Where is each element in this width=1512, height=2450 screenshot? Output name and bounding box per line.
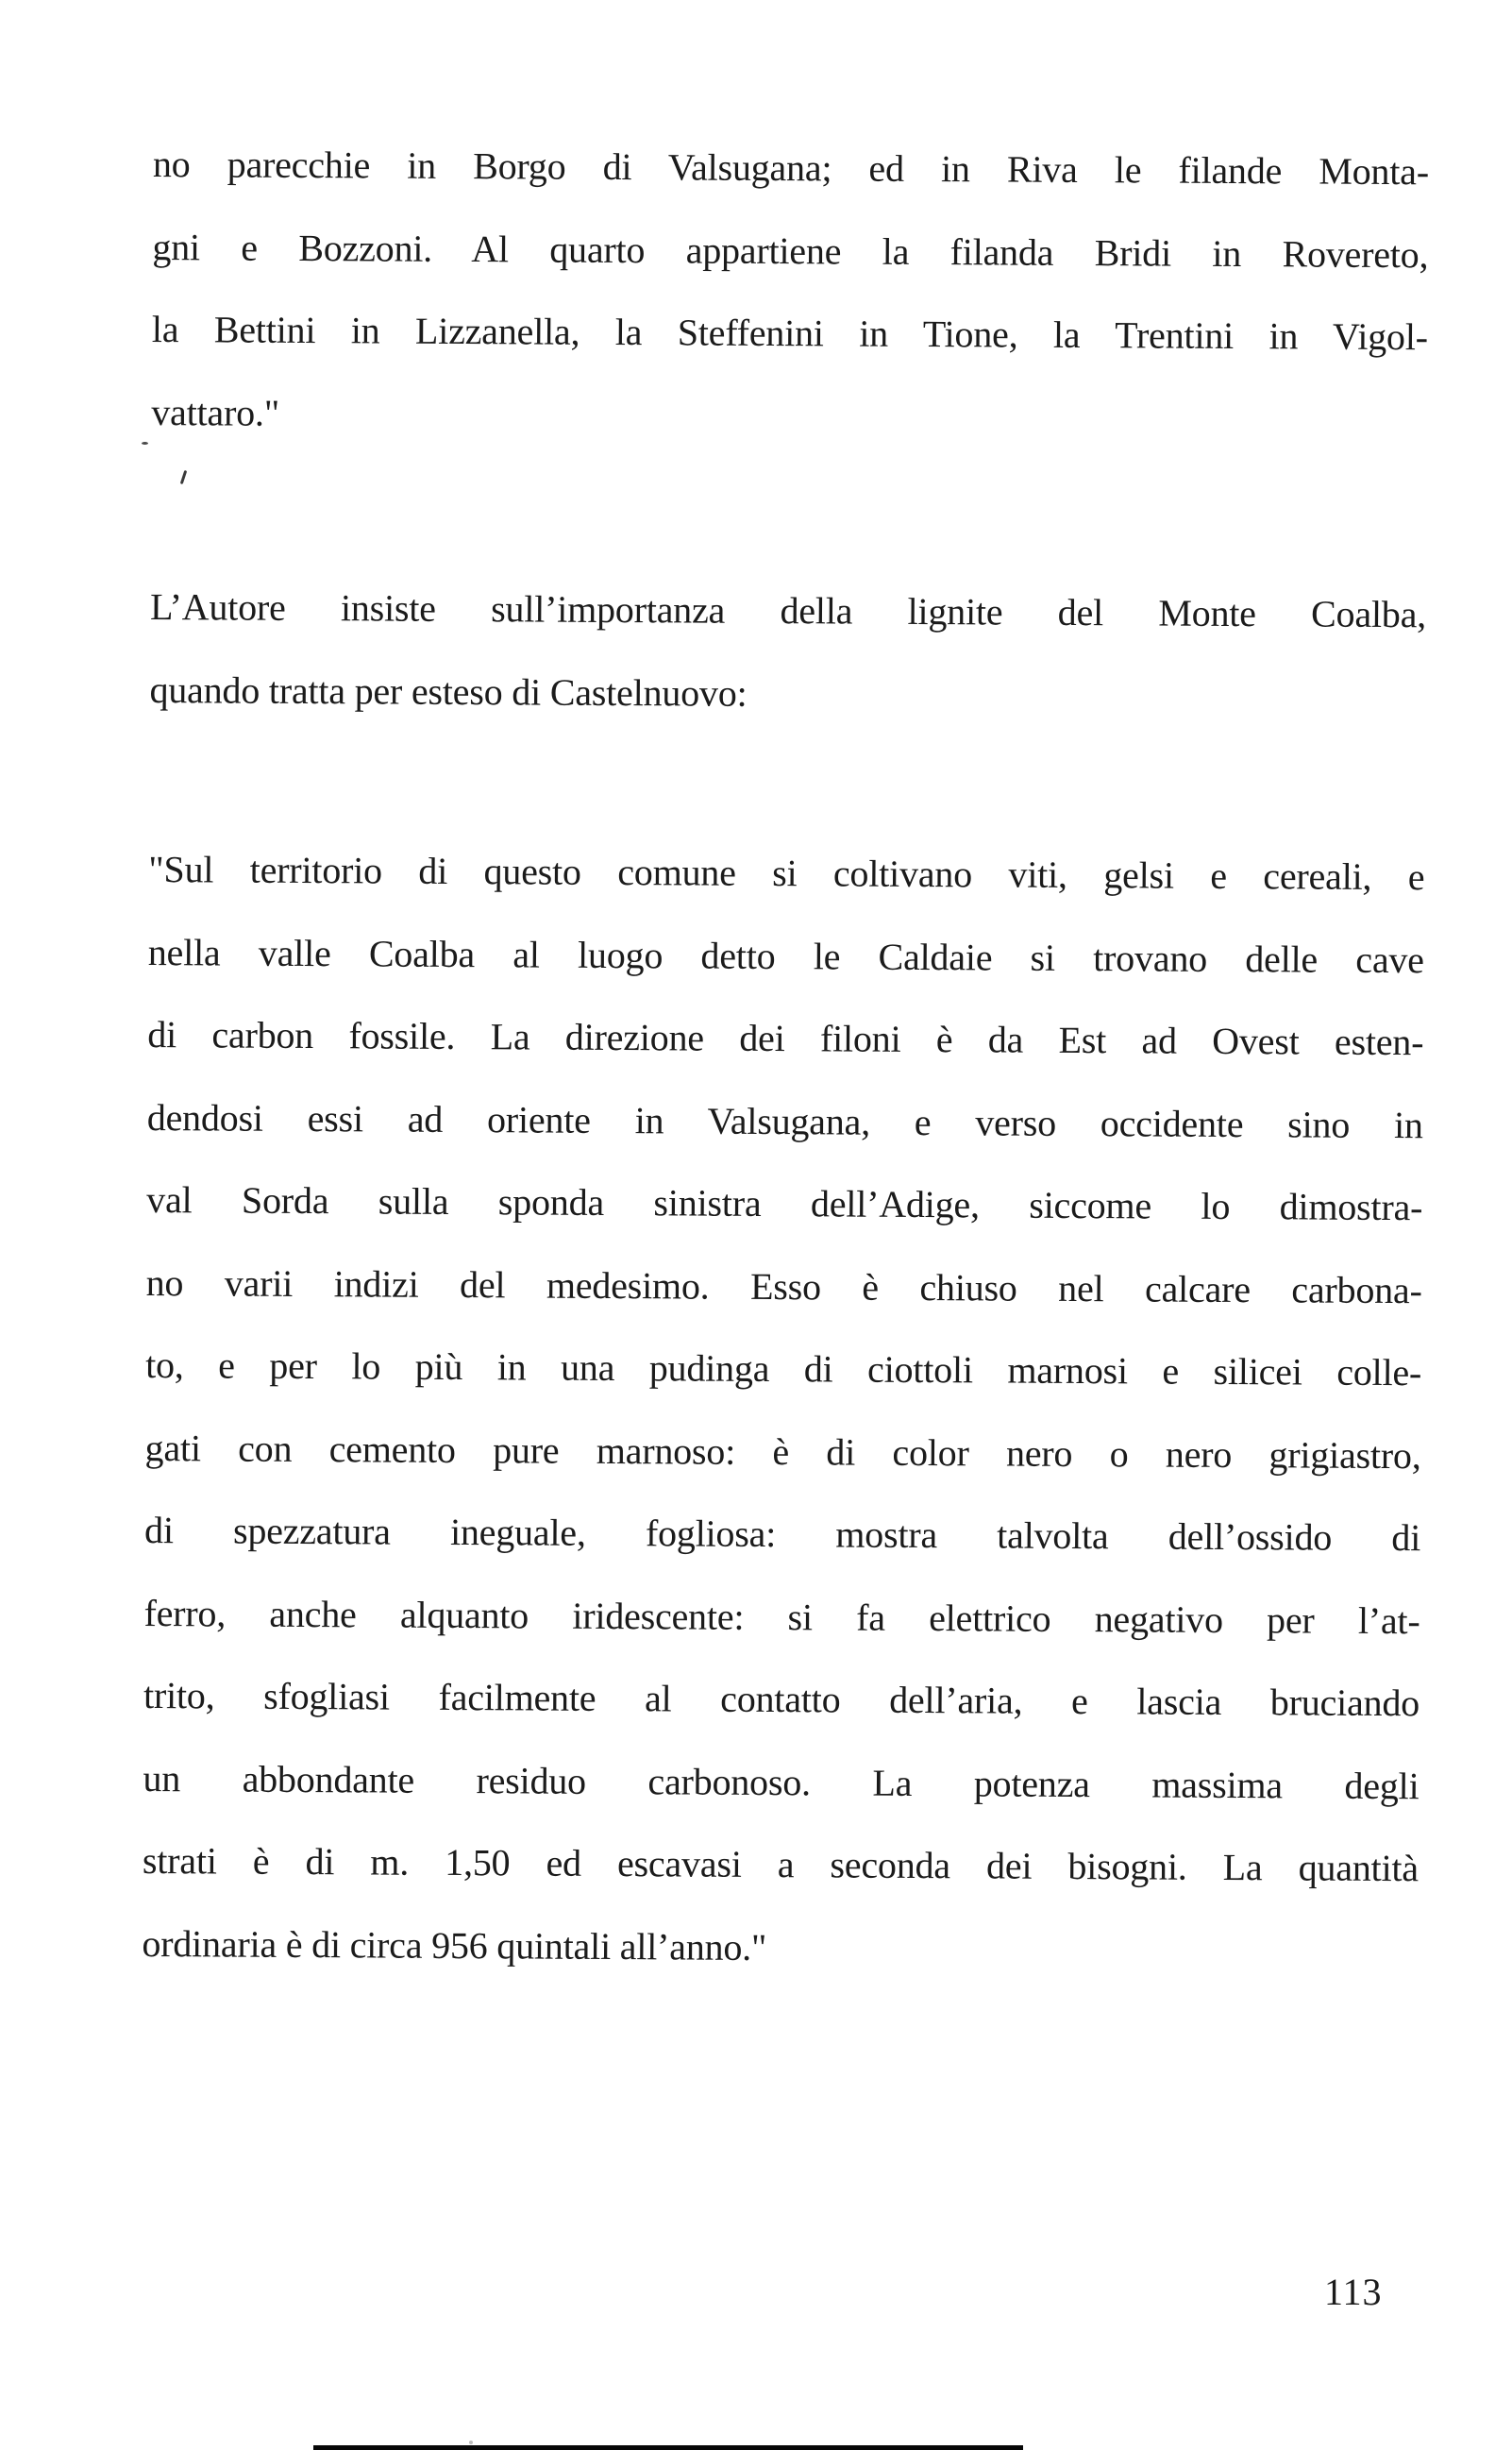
- text-line: strati è di m. 1,50 ed escavasi a seconda dei bisogni. La quantità: [142, 1838, 1420, 1890]
- text-line: gati con cemento pure marnoso: è di color nero o nero grigiastro,: [144, 1426, 1421, 1477]
- text-line: no varii indizi del medesimo. Esso è chiuso nel calcare carbona-: [145, 1260, 1422, 1311]
- scan-edge-artifact: [313, 2445, 1023, 2450]
- text-line: to, e per lo più in una pudinga di ciottoli marnosi e silicei colle-: [145, 1343, 1422, 1394]
- paragraph-author-note: [149, 566, 1426, 738]
- text-line: dendosi essi ad oriente in Valsugana, e verso occidente sino in: [146, 1095, 1423, 1146]
- paragraph-castelnuovo-quote: [142, 828, 1424, 1992]
- text-line: trito, sfogliasi facilmente al contatto dell’aria, e lascia bruciando: [143, 1673, 1420, 1725]
- text-line: quando tratta per esteso di Castelnuovo:: [149, 667, 748, 715]
- text-line: ordinaria è di circa 956 quintali all’anno.": [142, 1921, 767, 1968]
- text-block: [139, 0, 1430, 2450]
- text-line: L’Autore insiste sull’importanza della lignite del Monte Coalba,: [149, 584, 1427, 636]
- text-line: nella valle Coalba al luogo detto le Caldaie si trovano delle cave: [147, 930, 1424, 981]
- text-line: la Bettini in Lizzanella, la Steffenini in Tione, la Trentini in Vigol-: [151, 307, 1428, 359]
- text-line: un abbondante residuo carbonoso. La potenza massima degli: [143, 1756, 1420, 1807]
- text-line: gni e Bozzoni. Al quarto appartiene la filanda Bridi in Rovereto,: [152, 225, 1429, 276]
- text-line: di spezzatura ineguale, fogliosa: mostra talvolta dell’ossido di: [143, 1508, 1421, 1560]
- text-line: di carbon fossile. La direzione dei filoni è da Est ad Ovest esten-: [147, 1012, 1424, 1064]
- text-line: ferro, anche alquanto iridescente: si fa elettrico negativo per l’at-: [143, 1591, 1420, 1642]
- page-number: 113: [1324, 2271, 1383, 2313]
- text-line: val Sorda sulla sponda sinistra dell’Adige, siccome lo dimostra-: [146, 1177, 1423, 1229]
- scan-speckle: [469, 2441, 473, 2444]
- text-line: "Sul territorio di questo comune si coltivano viti, gelsi e cereali, e: [148, 847, 1425, 899]
- paragraph-filande-continuation: [151, 123, 1429, 461]
- text-line: no parecchie in Borgo di Valsugana; ed in Riva le filande Monta-: [152, 142, 1430, 194]
- scan-speckle: [142, 442, 148, 445]
- text-line: vattaro.": [151, 390, 280, 434]
